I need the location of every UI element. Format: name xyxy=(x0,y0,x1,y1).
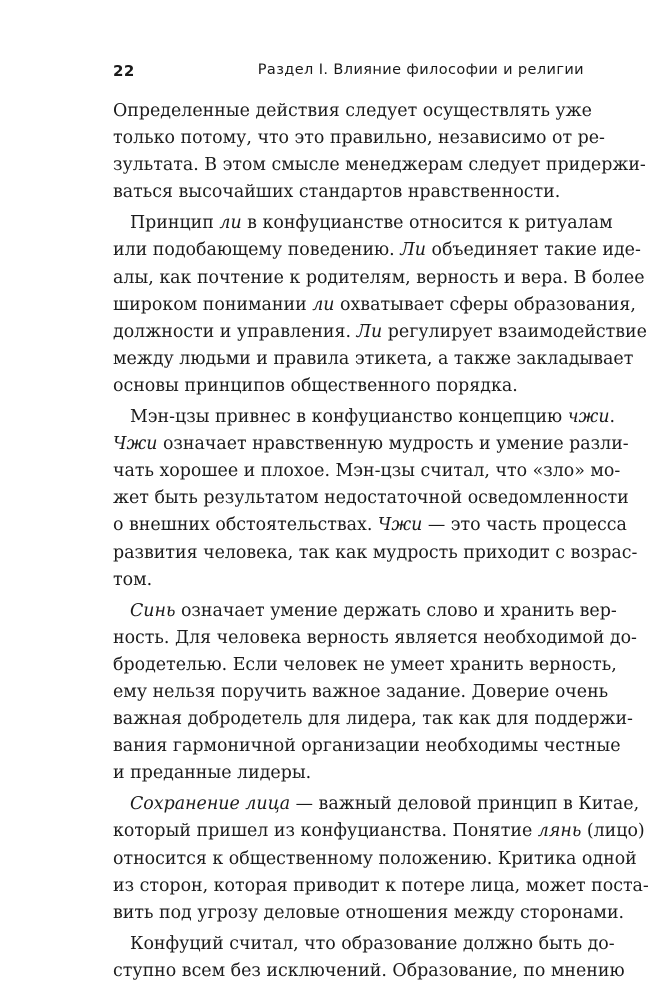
italic-term: Сохранение лица xyxy=(130,794,291,815)
text-segment: ваться высочайших стандартов нравственности. xyxy=(113,182,561,203)
text-segment: между людьми и правила этикета, а также закладывает xyxy=(113,348,634,369)
text-line xyxy=(113,931,615,958)
running-header xyxy=(113,62,584,86)
text-segment: Мэн-цзы привнес в конфуцианство концепцию xyxy=(130,407,568,428)
text-line xyxy=(113,706,633,733)
text-segment: и преданные лидеры. xyxy=(113,763,312,784)
text-segment: вить под угрозу деловые отношения между сторонами. xyxy=(113,902,625,923)
text-line xyxy=(113,152,646,179)
text-line xyxy=(113,567,584,594)
text-line xyxy=(113,265,645,292)
text-segment: . xyxy=(609,407,616,428)
text-segment: жет быть результатом недостаточной осведомленности xyxy=(113,488,629,509)
italic-term: Чжи xyxy=(377,515,423,536)
text-segment: из сторон, которая приводит к потере лица, может поста- xyxy=(113,875,649,896)
text-segment: ность. Для человека верность является необходимой до- xyxy=(113,627,637,648)
text-segment: регулирует взаимодействие xyxy=(382,321,647,342)
page-number: 22 xyxy=(113,62,135,80)
text-line xyxy=(113,292,636,319)
text-segment: Конфуций считал, что образование должно быть до- xyxy=(130,933,615,954)
italic-term: чжи xyxy=(567,407,610,428)
text-segment: вания гармоничной организации необходимы честные xyxy=(113,736,621,757)
text-line xyxy=(113,791,640,818)
text-line xyxy=(113,760,584,787)
text-segment: широком понимании xyxy=(113,294,313,315)
text-line xyxy=(113,873,649,900)
italic-term: Ли xyxy=(400,240,426,261)
italic-term: Ли xyxy=(356,321,383,342)
italic-term: Чжи xyxy=(113,434,158,455)
text-segment: зультата. В этом смысле менеджерам следует придержи- xyxy=(113,155,646,176)
text-line xyxy=(113,458,621,485)
text-segment: который пришел из конфуцианства. Понятие xyxy=(113,821,538,842)
italic-term: Синь xyxy=(130,600,176,621)
text-segment: означает нравственную мудрость и умение разли- xyxy=(157,434,629,455)
text-line xyxy=(113,319,647,346)
text-segment: (лицо) xyxy=(581,821,645,842)
text-line xyxy=(113,485,629,512)
text-segment: важная добродетель для лидера, так как для поддержи- xyxy=(113,709,633,730)
text-segment: о внешних обстоятельствах. xyxy=(113,515,378,536)
text-line xyxy=(113,958,625,985)
text-segment: бродетелью. Если человек не умеет хранить верность, xyxy=(113,654,617,675)
text-segment: алы, как почтение к родителям, верность и вера. В более xyxy=(113,267,645,288)
text-line xyxy=(113,210,613,237)
text-line xyxy=(113,373,584,400)
text-segment: развития человека, так как мудрость приходит с возрас- xyxy=(113,542,638,563)
text-line xyxy=(113,98,592,125)
text-line xyxy=(113,512,627,539)
italic-term: ли xyxy=(219,213,242,234)
text-line xyxy=(113,733,621,760)
text-segment: в конфуцианстве относится к ритуалам xyxy=(241,213,613,234)
text-line xyxy=(113,818,645,845)
text-line xyxy=(113,237,641,264)
text-line xyxy=(113,346,634,373)
text-line xyxy=(113,179,584,206)
text-segment: объединяет такие иде- xyxy=(425,240,641,261)
text-segment: означает умение держать слово и хранить вер- xyxy=(175,600,617,621)
text-segment: или подобающему поведению. xyxy=(113,240,401,261)
text-line xyxy=(113,598,617,625)
text-line xyxy=(113,540,638,567)
text-segment: относится к общественному положению. Критика одной xyxy=(113,848,637,869)
text-line xyxy=(113,125,605,152)
text-segment: только потому, что это правильно, независимо от ре- xyxy=(113,128,605,149)
text-line xyxy=(113,625,637,652)
text-segment: должности и управления. xyxy=(113,321,357,342)
text-line xyxy=(113,431,629,458)
text-line xyxy=(113,846,637,873)
text-segment: чать хорошее и плохое. Мэн-цзы считал, что «зло» мо- xyxy=(113,461,621,482)
text-segment: — важный деловой принцип в Китае, xyxy=(290,794,640,815)
italic-term: ли xyxy=(312,294,335,315)
text-line xyxy=(113,652,617,679)
text-segment: Принцип xyxy=(130,213,220,234)
italic-term: лянь xyxy=(537,821,582,842)
section-title: Раздел I. Влияние философии и религии xyxy=(257,62,584,78)
text-segment: основы принципов общественного порядка. xyxy=(113,375,518,396)
text-segment: — это часть процесса xyxy=(422,515,627,536)
body-text xyxy=(113,98,649,985)
text-segment: Определенные действия следует осуществлять уже xyxy=(113,101,592,121)
text-line xyxy=(113,679,609,706)
text-segment: том. xyxy=(113,569,153,590)
text-segment: ступно всем без исключений. Образование, по мнению xyxy=(113,960,625,981)
text-segment: охватывает сферы образования, xyxy=(334,294,636,315)
text-line xyxy=(113,900,625,927)
text-line xyxy=(113,404,616,431)
text-segment: ему нельзя поручить важное задание. Доверие очень xyxy=(113,681,609,702)
